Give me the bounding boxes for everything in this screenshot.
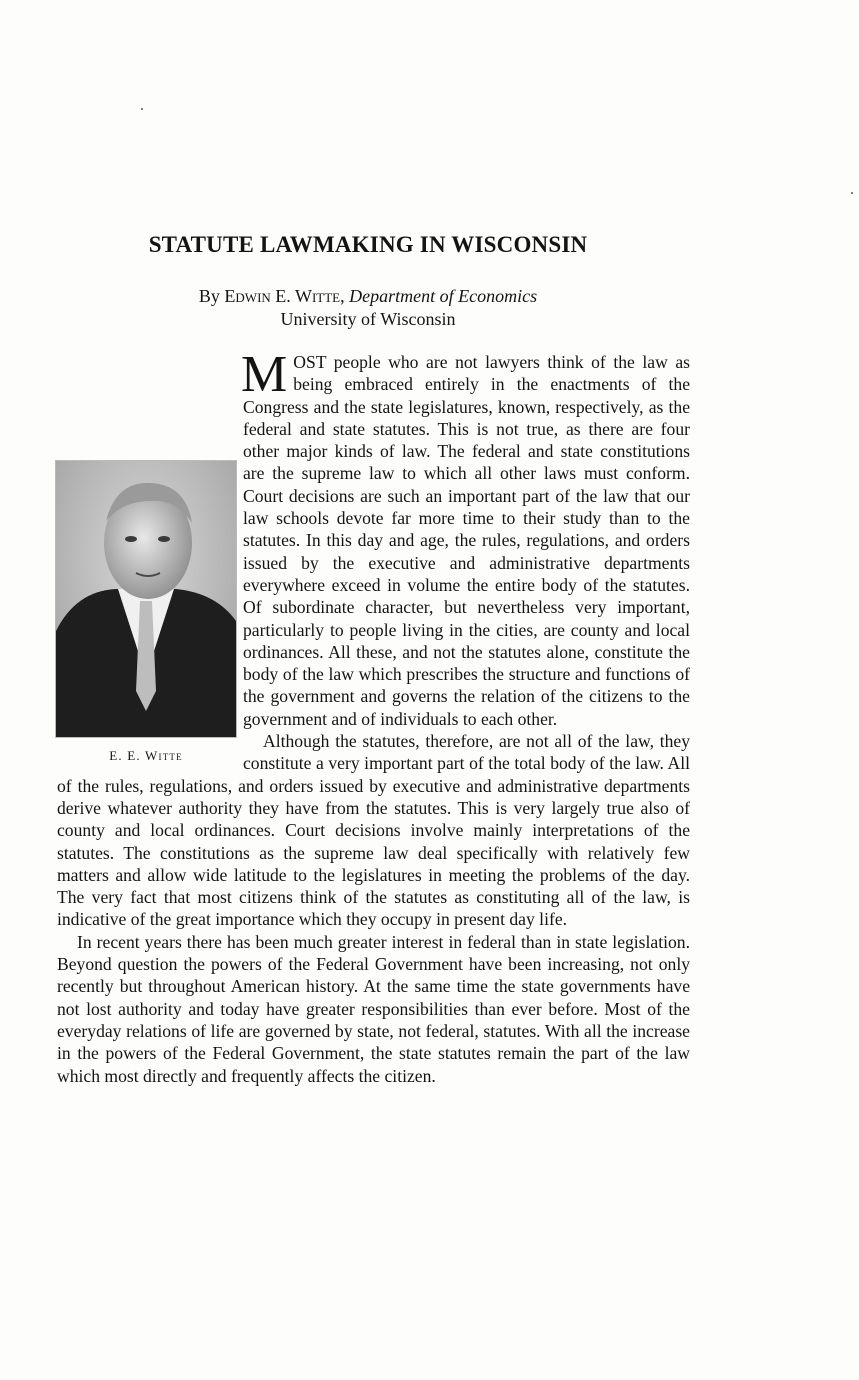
author-portrait-image <box>55 460 237 738</box>
paragraph-3: In recent years there has been much greater interest in federal than in state legislation. Beyond question the powers of the Federal Government have been increasing, not only recently but throughout American history. At the same time the state governments have not lost authority and today have greater responsibilities than ever before. Most of the everyday relations of life are governed by state, not federal, statutes. With all the increase in the powers of the Federal Government, the state statutes remain the part of the law which most directly and frequently affects the citizen. <box>57 931 690 1086</box>
byline-by: By <box>198 286 220 306</box>
drop-cap: M <box>241 346 288 403</box>
byline <box>0 285 736 331</box>
author-name: Edwin E. Witte, <box>224 286 345 306</box>
paragraph-1-text: OST people who are not lawyers think of the law as being embraced entirely in the enactments of the Congress and the state legislatures, known, respectively, as the federal and state statutes. This is not true, as there are four other major kinds of law. The federal and state constitutions are the supreme law to which all other laws must conform. Court decisions are such an important part of the law that our law schools devote far more time to their study than to the statutes. In this day and age, the rules, regulations, and orders issued by the executive and administrative departments everywhere exceed in volume the entire body of the statutes. Of subordinate character, but nevertheless very important, particularly to people living in the cities, are county and local ordinances. All these, and not the statutes alone, constitute the body of the law which prescribes the structure and functions of the government and governs the relation of the citizens to the government and of individuals to each other. <box>243 352 690 729</box>
figure-caption: E. E. Witte <box>109 748 183 763</box>
author-figure <box>55 460 237 764</box>
article-title: STATUTE LAWMAKING IN WISCONSIN <box>148 232 588 257</box>
scan-speck <box>141 108 143 110</box>
author-university: University of Wisconsin <box>280 309 456 329</box>
author-department: Department of Economics <box>349 286 538 306</box>
paragraph-2: Although the statutes, therefore, are not all of the law, they constitute a very important part of the total body of the law. All of the rules, regulations, and orders issued by executive and administrative departments derive whatever authority they have from the statutes. This is very largely true also of county and local ordinances. Court decisions involve mainly interpretations of the statutes. The constitutions as the supreme law deal specifically with relatively few matters and allow wide latitude to the legislatures in meeting the problems of the day. The very fact that most citizens think of the statutes as constituting all of the law, is indicative of the great importance which they occupy in present day life. <box>57 731 690 930</box>
scan-speck <box>851 192 853 194</box>
